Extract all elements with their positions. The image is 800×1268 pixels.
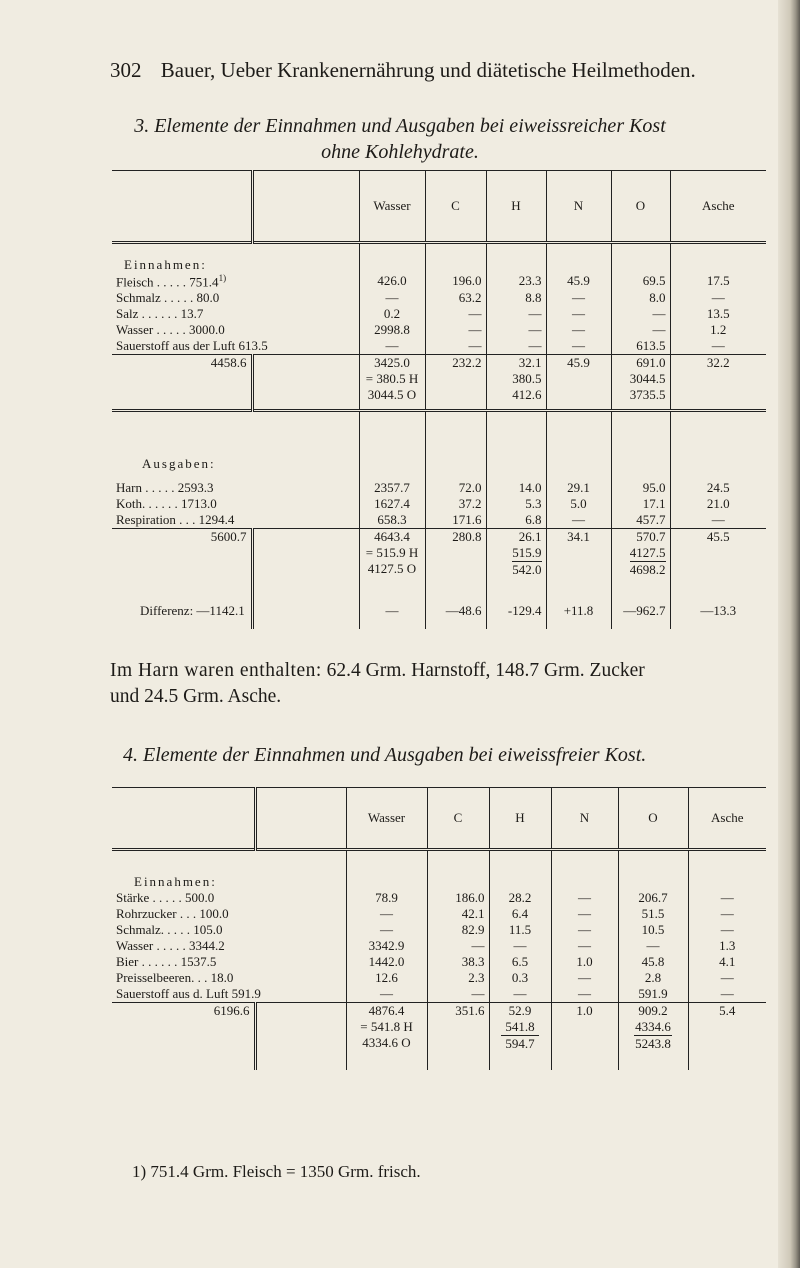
- total-label: 6196.6: [112, 1002, 255, 1070]
- cell: —: [489, 986, 551, 1003]
- cell: 51.5: [618, 906, 688, 922]
- cell: 6.5: [489, 954, 551, 970]
- total-h: 26.1 515.9 542.0: [486, 529, 546, 593]
- cell: 38.3: [427, 954, 489, 970]
- paragraph-line: 62.4 Grm. Harnstoff, 148.7 Grm. Zucker: [326, 660, 645, 681]
- total-label: 4458.6: [112, 354, 252, 410]
- total-wasser: 4876.4 = 541.8 H 4334.6 O: [346, 1002, 427, 1070]
- cell: 1442.0: [346, 954, 427, 970]
- cell: —: [670, 512, 766, 529]
- cell: 1.3: [688, 938, 766, 954]
- total-o: 909.2 4334.6 5243.8: [618, 1002, 688, 1070]
- total-wasser: 3425.0 = 380.5 H 3044.5 O: [359, 354, 425, 410]
- cell: 28.2: [489, 890, 551, 906]
- cell: 10.5: [618, 922, 688, 938]
- cell: 21.0: [670, 496, 766, 512]
- cell: —: [425, 306, 486, 322]
- cell: —: [346, 922, 427, 938]
- total-h: 52.9 541.8 594.7: [489, 1002, 551, 1070]
- cell: 8.8: [486, 290, 546, 306]
- running-title: Bauer, Ueber Krankenernährung und diätetische Heilmethoden.: [160, 58, 696, 82]
- cell: 1.0: [551, 1002, 618, 1070]
- row-label: Stärke . . . . . 500.0: [116, 889, 215, 905]
- cell: 6.4: [489, 906, 551, 922]
- cell: 45.9: [546, 354, 611, 410]
- cell: 17.5: [670, 273, 766, 290]
- cell: —: [427, 938, 489, 954]
- cell: —: [551, 922, 618, 938]
- col-header: Wasser: [346, 788, 427, 850]
- row-label: Koth. . . . . . 1713.0: [116, 496, 217, 512]
- table3-title-line1: 3. Elemente der Einnahmen und Ausgaben bei eiweissreicher Kost: [134, 115, 666, 137]
- cell: —: [489, 938, 551, 954]
- cell: —: [359, 290, 425, 306]
- cell: 45.9: [546, 273, 611, 290]
- cell: —: [551, 890, 618, 906]
- cell: 23.3: [486, 273, 546, 290]
- cell: 8.0: [611, 290, 670, 306]
- cell: —: [427, 986, 489, 1003]
- cell: —: [670, 338, 766, 355]
- total-o: 691.0 3044.5 3735.5: [611, 354, 670, 410]
- cell: 232.2: [425, 354, 486, 410]
- cell: —: [670, 290, 766, 306]
- table4-title: 4. Elemente der Einnahmen und Ausgaben bei eiweissfreier Kost.: [123, 744, 647, 766]
- cell: 5.3: [486, 496, 546, 512]
- cell: 24.5: [670, 472, 766, 496]
- cell: —: [688, 890, 766, 906]
- cell: 29.1: [546, 472, 611, 496]
- row-label: Wasser . . . . . 3344.2: [116, 937, 225, 953]
- cell: 1627.4: [359, 496, 425, 512]
- col-header: O: [611, 171, 670, 243]
- cell: —: [425, 322, 486, 338]
- total-wasser: 4643.4 = 515.9 H 4127.5 O: [359, 529, 425, 593]
- cell: 72.0: [425, 472, 486, 496]
- col-header: C: [427, 788, 489, 850]
- cell: —: [688, 986, 766, 1003]
- row-label: Salz . . . . . . 13.7: [116, 305, 204, 321]
- cell: —: [551, 986, 618, 1003]
- table4: [112, 787, 766, 1070]
- cell: 45.8: [618, 954, 688, 970]
- cell: 1.0: [551, 954, 618, 970]
- cell: 34.1: [546, 529, 611, 593]
- cell: —: [611, 322, 670, 338]
- cell: —: [688, 970, 766, 986]
- row-label: Harn . . . . . 2593.3: [116, 480, 214, 496]
- col-header: H: [486, 171, 546, 243]
- row-label: Wasser . . . . . 3000.0: [116, 321, 225, 337]
- row-label: Fleisch . . . . . 751.4$^{1)}$: [116, 272, 227, 289]
- row-label: Respiration . . . 1294.4: [116, 512, 235, 528]
- paragraph: [110, 658, 760, 710]
- difference-label: Differenz: —1142.1: [140, 602, 245, 618]
- cell: —: [618, 938, 688, 954]
- total-label: 5600.7: [112, 529, 252, 593]
- col-header: Asche: [670, 171, 766, 243]
- cell: 186.0: [427, 890, 489, 906]
- cell: 13.5: [670, 306, 766, 322]
- cell: 280.8: [425, 529, 486, 593]
- cell: 17.1: [611, 496, 670, 512]
- cell: —: [551, 970, 618, 986]
- cell: —: [688, 922, 766, 938]
- cell: 82.9: [427, 922, 489, 938]
- total-o: 570.7 4127.5 4698.2: [611, 529, 670, 593]
- cell: -129.4: [486, 593, 546, 629]
- cell: —: [486, 338, 546, 355]
- cell: —: [346, 986, 427, 1003]
- paragraph-line: und 24.5 Grm. Asche.: [110, 686, 282, 707]
- cell: 2.8: [618, 970, 688, 986]
- cell: 45.5: [670, 529, 766, 593]
- row-label: Sauerstoff aus d. Luft 591.9: [116, 985, 261, 1001]
- col-header: H: [489, 788, 551, 850]
- cell: 14.0: [486, 472, 546, 496]
- footnote-text: 751.4 Grm. Fleisch = 1350 Grm. frisch.: [150, 1162, 421, 1181]
- cell: 196.0: [425, 273, 486, 290]
- col-header: O: [618, 788, 688, 850]
- cell: 37.2: [425, 496, 486, 512]
- col-header: Asche: [688, 788, 766, 850]
- row-label: Schmalz . . . . . 80.0: [116, 289, 220, 305]
- cell: +11.8: [546, 593, 611, 629]
- row-label: Preisselbeeren. . . 18.0: [116, 969, 234, 985]
- cell: 2.3: [427, 970, 489, 986]
- cell: —: [611, 306, 670, 322]
- page-number: 302: [110, 58, 142, 82]
- cell: 3342.9: [346, 938, 427, 954]
- col-header: C: [425, 171, 486, 243]
- cell: 2357.7: [359, 472, 425, 496]
- cell: 1.2: [670, 322, 766, 338]
- cell: —: [546, 322, 611, 338]
- cell: —: [546, 338, 611, 355]
- cell: 171.6: [425, 512, 486, 529]
- footnote-mark: 1): [132, 1162, 147, 1181]
- cell: 78.9: [346, 890, 427, 906]
- cell: 613.5: [611, 338, 670, 355]
- table3-title-line2: ohne Kohlehydrate.: [321, 141, 479, 163]
- cell: 5.4: [688, 1002, 766, 1070]
- cell: —: [546, 290, 611, 306]
- row-label: Sauerstoff aus der Luft 613.5: [116, 337, 268, 353]
- cell: —: [688, 906, 766, 922]
- cell: 351.6: [427, 1002, 489, 1070]
- cell: 591.9: [618, 986, 688, 1003]
- cell: —: [486, 306, 546, 322]
- col-header: Wasser: [359, 171, 425, 243]
- cell: 5.0: [546, 496, 611, 512]
- table3: [112, 170, 766, 629]
- cell: —962.7: [611, 593, 670, 629]
- cell: —13.3: [670, 593, 766, 629]
- cell: 6.8: [486, 512, 546, 529]
- cell: —: [486, 322, 546, 338]
- cell: —: [546, 306, 611, 322]
- col-header: N: [546, 171, 611, 243]
- cell: 2998.8: [359, 322, 425, 338]
- row-label: Bier . . . . . . 1537.5: [116, 953, 217, 969]
- cell: —: [551, 938, 618, 954]
- col-header: N: [551, 788, 618, 850]
- cell: 457.7: [611, 512, 670, 529]
- section-heading: Einnahmen:: [112, 243, 359, 273]
- cell: 69.5: [611, 273, 670, 290]
- total-h: 32.1 380.5 412.6: [486, 354, 546, 410]
- paragraph-line: Im Harn waren enthalten:: [110, 660, 322, 681]
- cell: 63.2: [425, 290, 486, 306]
- cell: 12.6: [346, 970, 427, 986]
- row-label: Rohrzucker . . . 100.0: [116, 905, 229, 921]
- running-header: [110, 58, 696, 83]
- cell: —: [551, 906, 618, 922]
- cell: —: [546, 512, 611, 529]
- section-heading: Ausgaben:: [112, 410, 359, 472]
- cell: 658.3: [359, 512, 425, 529]
- cell: 426.0: [359, 273, 425, 290]
- footnote: [132, 1162, 421, 1182]
- cell: —: [425, 338, 486, 355]
- cell: 0.3: [489, 970, 551, 986]
- page-edge: [778, 0, 800, 1268]
- cell: —48.6: [425, 593, 486, 629]
- cell: 42.1: [427, 906, 489, 922]
- section-heading: Einnahmen:: [112, 850, 346, 890]
- cell: 95.0: [611, 472, 670, 496]
- cell: —: [359, 593, 425, 629]
- cell: —: [359, 338, 425, 355]
- cell: 4.1: [688, 954, 766, 970]
- cell: 0.2: [359, 306, 425, 322]
- cell: 206.7: [618, 890, 688, 906]
- cell: 32.2: [670, 354, 766, 410]
- row-label: Schmalz. . . . . 105.0: [116, 921, 223, 937]
- cell: —: [346, 906, 427, 922]
- cell: 11.5: [489, 922, 551, 938]
